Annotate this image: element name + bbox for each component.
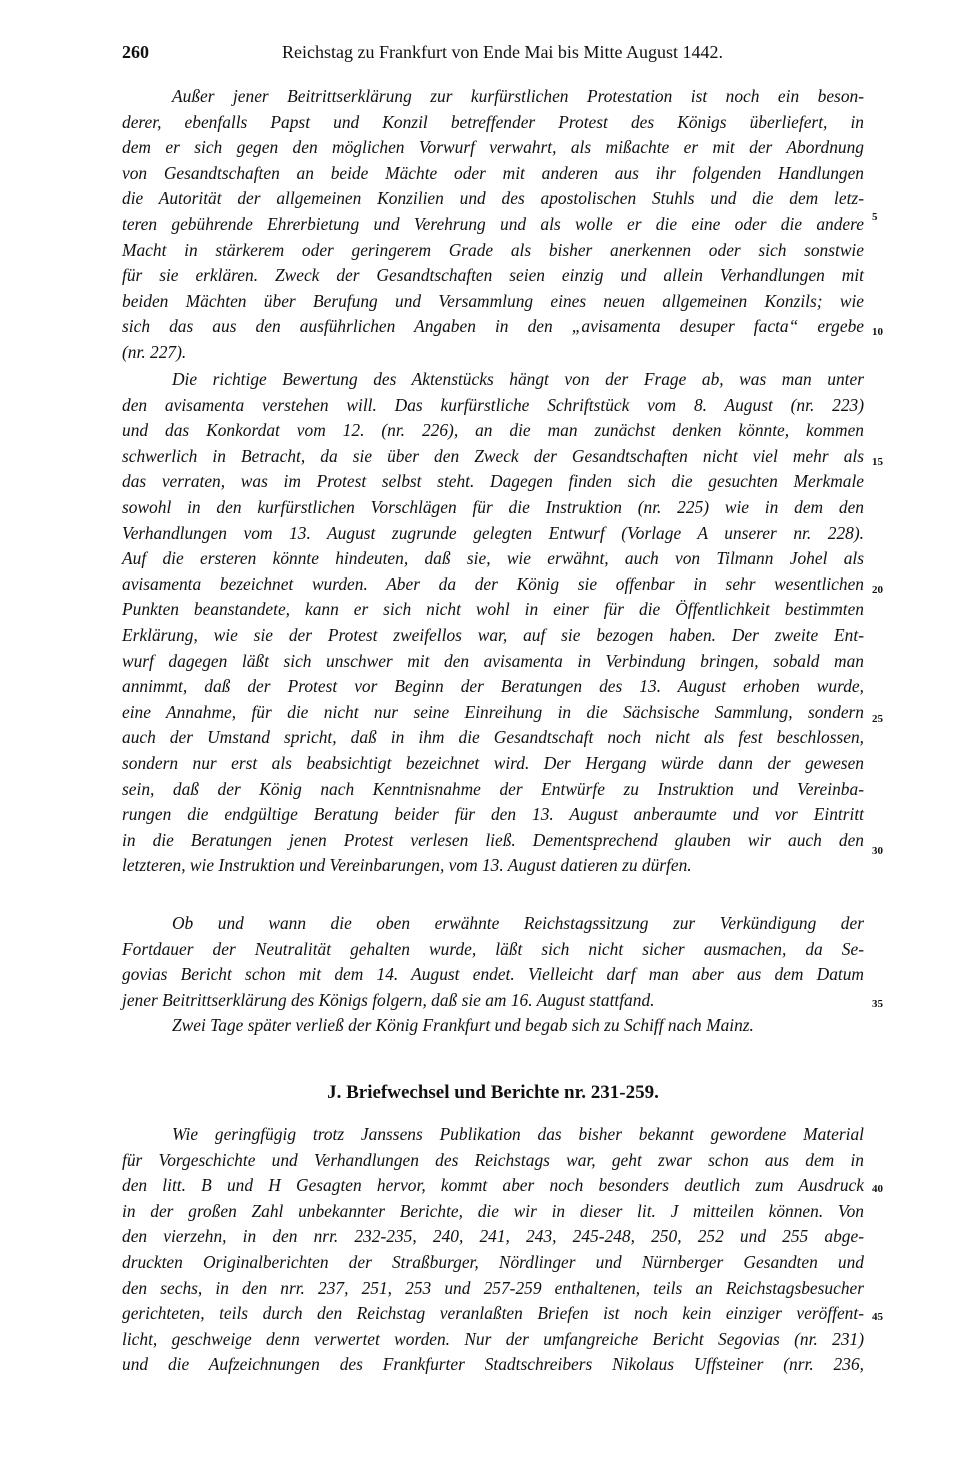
text-line: wurf dagegen läßt sich unschwer mit den avisamenta in Verbindung bringen, sobald man — [122, 650, 864, 671]
line-number: 35 — [872, 998, 883, 1010]
text-line: licht, geschweige denn verwertet worden. Nur der umfangreiche Bericht Segovias (nr. 231) — [122, 1328, 864, 1349]
text-line: Zwei Tage später verließ der König Frankfurt und begab sich zu Schiff nach Mainz. — [172, 1015, 754, 1036]
text-line: avisamenta bezeichnet wurden. Aber da der König sie offenbar in sehr wesentlichen — [122, 573, 864, 594]
paragraph-briefwechsel — [122, 1122, 864, 1378]
text-line: den sechs, in den nrr. 237, 251, 253 und 257-259 enthaltenen, teils an Reichstagsbesucher — [122, 1277, 864, 1298]
text-line: eine Annahme, für die nicht nur seine Einreihung in die Sächsische Sammlung, sondern — [122, 701, 864, 722]
text-line: Wie geringfügig trotz Janssens Publikation das bisher bekannt gewordene Material — [172, 1124, 864, 1144]
paragraph-beitrittserklaerung — [122, 84, 864, 366]
text-line: sein, daß der König nach Kenntnisnahme der Entwürfe zu Instruktion und Vereinba- — [122, 778, 864, 799]
text-line: sondern nur erst als beabsichtigt bezeichnet wird. Der Hergang würde dann der gewesen — [122, 752, 864, 773]
text-line: für sie erklären. Zweck der Gesandtschaften seien einzig und allein Verhandlungen mit — [122, 265, 864, 286]
text-line: teren gebührende Ehrerbietung und Verehrung und als wolle er die eine oder die andere — [122, 213, 864, 234]
text-line: Ob und wann die oben erwähnte Reichstagssitzung zur Verkündigung der — [172, 913, 864, 933]
text-line: derer, ebenfalls Papst und Konzil betreffender Protest des Königs überliefert, in — [122, 111, 864, 132]
line-number: 20 — [872, 584, 883, 596]
text-line: für Vorgeschichte und Verhandlungen des Reichstags war, geht zwar schon aus dem in — [122, 1149, 864, 1170]
text-line: Außer jener Beitrittserklärung zur kurfürstlichen Protestation ist noch ein beson- — [172, 86, 864, 106]
text-line: Erklärung, wie sie der Protest zweifellos war, auf sie bezogen haben. Der zweite Ent- — [122, 624, 864, 645]
text-line: govias Bericht schon mit dem 14. August endet. Vielleicht darf man aber aus dem Datum — [122, 964, 864, 985]
text-line: beiden Mächten über Berufung und Versammlung eines neuen allgemeinen Konzils; wie — [122, 290, 864, 311]
text-line: sowohl in den kurfürstlichen Vorschlägen für die Instruktion (nr. 225) wie in dem den — [122, 496, 864, 517]
text-line: in die Beratungen jenen Protest verlesen ließ. Dementsprechend glauben wir auch den — [122, 829, 864, 850]
line-number: 30 — [872, 845, 883, 857]
line-number: 45 — [872, 1311, 883, 1323]
text-line: das verraten, was im Protest selbst steht. Dagegen finden sich die gesuchten Merkmale — [122, 471, 864, 492]
text-line: Auf die ersteren könnte hindeuten, daß sie, wie erwähnt, auch von Tilmann Johel als — [122, 548, 864, 569]
text-line: druckten Originalberichten der Straßburger, Nördlinger und Nürnberger Gesandten und — [122, 1251, 864, 1272]
text-line: Macht in stärkerem oder geringerem Grade als bisher anerkennen oder sich sonstwie — [122, 239, 864, 260]
line-number: 10 — [872, 326, 883, 338]
text-line: von Gesandtschaften an beide Mächte oder mit anderen aus ihr folgenden Handlungen — [122, 162, 864, 183]
text-line: die Autorität der allgemeinen Konzilien und des apostolischen Stuhls und die dem letz- — [122, 188, 864, 209]
text-line: schwerlich in Betracht, da sie über den Zweck der Gesandtschaften nicht viel mehr als — [122, 445, 864, 466]
text-line: Die richtige Bewertung des Aktenstücks hängt von der Frage ab, was man unter — [172, 369, 864, 389]
text-line: annimmt, daß der Protest vor Beginn der Beratungen des 13. August erhoben wurde, — [122, 676, 864, 697]
running-title: Reichstag zu Frankfurt von Ende Mai bis Mitte August 1442. — [282, 42, 723, 62]
paragraph-reichstagssitzung — [122, 911, 864, 1039]
line-number: 5 — [872, 211, 878, 223]
paragraph-bewertung — [122, 367, 864, 879]
line-number: 15 — [872, 456, 883, 468]
page-number: 260 — [122, 42, 149, 62]
line-number: 25 — [872, 713, 883, 725]
text-line: letzteren, wie Instruktion und Vereinbarungen, vom 13. August datieren zu dürfen. — [122, 855, 692, 876]
text-line: den vierzehn, in den nrr. 232-235, 240, 241, 243, 245-248, 250, 252 und 255 abge- — [122, 1226, 864, 1247]
page-header — [122, 42, 882, 68]
text-line: Punkten beanstandete, kann er sich nicht wohl in einer für die Öffentlichkeit bestimmten — [122, 599, 864, 620]
text-line: und das Konkordat vom 12. (nr. 226), an die man zunächst denken könnte, kommen — [122, 420, 864, 441]
text-line: sich das aus den ausführlichen Angaben in den „avisamenta desuper facta“ ergebe — [122, 316, 864, 337]
text-line: Verhandlungen vom 13. August zugrunde gelegten Entwurf (Vorlage A unserer nr. 228). — [122, 522, 864, 543]
text-line: in der großen Zahl unbekannter Berichte, die wir in dieser lit. J mitteilen können. Von — [122, 1200, 864, 1221]
text-line: auch der Umstand spricht, daß in ihm die Gesandtschaft noch nicht als fest beschlossen, — [122, 727, 864, 748]
text-line: rungen die endgültige Beratung beider für den 13. August anberaumte und vor Eintritt — [122, 804, 864, 825]
text-line: jener Beitrittserklärung des Königs folgern, daß sie am 16. August stattfand. — [122, 989, 655, 1010]
line-number: 40 — [872, 1183, 883, 1195]
text-line: gerichteten, teils durch den Reichstag veranlaßten Briefen ist noch kein einziger veröffent- — [122, 1303, 864, 1324]
text-line: den litt. B und H Gesagten hervor, kommt aber noch besonders deutlich zum Ausdruck — [122, 1175, 864, 1196]
text-line: dem er sich gegen den möglichen Vorwurf verwahrt, als mißachte er mit der Abordnung — [122, 137, 864, 158]
text-line: und die Aufzeichnungen des Frankfurter Stadtschreibers Nikolaus Uffsteiner (nrr. 236, — [122, 1354, 864, 1375]
section-heading: J. Briefwechsel und Berichte nr. 231-259. — [327, 1082, 659, 1103]
text-line: den avisamenta verstehen will. Das kurfürstliche Schriftstück vom 8. August (nr. 223) — [122, 394, 864, 415]
text-line: (nr. 227). — [122, 341, 187, 362]
text-line: Fortdauer der Neutralität gehalten wurde, läßt sich nicht sicher ausmachen, da Se- — [122, 938, 864, 959]
